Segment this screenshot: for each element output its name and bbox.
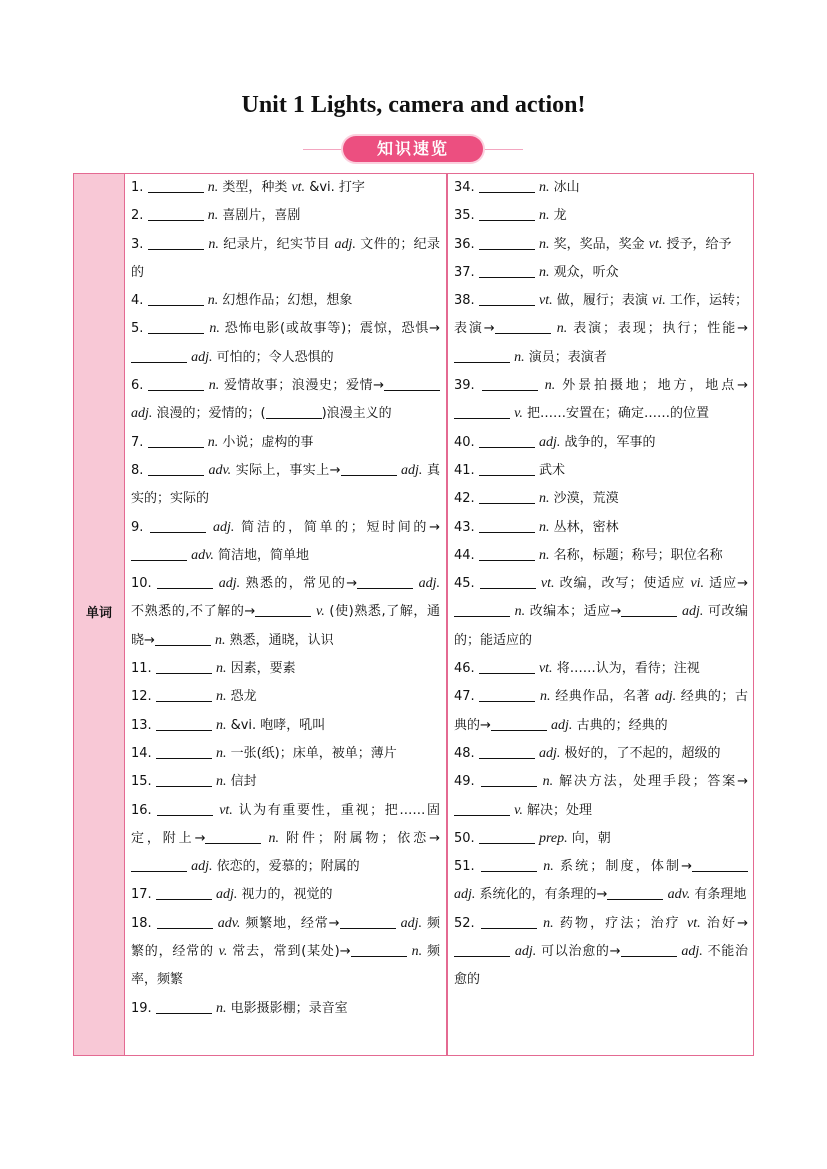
vocab-entry: 47. n. 经典作品，名著 adj. 经典的；古典的→ adj. 古典的；经典的 bbox=[454, 683, 748, 740]
section-banner: 知识速览 bbox=[343, 136, 483, 162]
vocabulary-table bbox=[73, 173, 754, 1056]
banner-line-left bbox=[303, 149, 347, 150]
vocab-entry: 7. n. 小说；虚构的事 bbox=[131, 429, 440, 457]
category-cell bbox=[74, 174, 125, 1055]
vocab-entry: 51. n. 系统；制度，体制→ adj. 系统化的，有条理的→ adv. 有条理地 bbox=[454, 853, 748, 910]
vocab-entry: 11. n. 因素，要素 bbox=[131, 655, 440, 683]
vocab-entry: 14. n. 一张(纸)；床单，被单；薄片 bbox=[131, 740, 440, 768]
vocab-entry: 4. n. 幻想作品；幻想，想象 bbox=[131, 287, 440, 315]
vocab-entry: 13. n. &vi. 咆哮，吼叫 bbox=[131, 712, 440, 740]
vocab-entry: 44. n. 名称，标题；称号；职位名称 bbox=[454, 542, 748, 570]
right-column bbox=[454, 174, 748, 995]
vocab-entry: 37. n. 观众，听众 bbox=[454, 259, 748, 287]
vocab-entry: 3. n. 纪录片，纪实节目 adj. 文件的；纪录的 bbox=[131, 231, 440, 288]
vocab-entry: 43. n. 丛林，密林 bbox=[454, 514, 748, 542]
left-column bbox=[131, 174, 440, 1023]
category-label: 单词 bbox=[85, 606, 112, 621]
vocab-entry: 52. n. 药物，疗法；治疗 vt. 治好→ adj. 可以治愈的→ adj. 不能治愈的 bbox=[454, 910, 748, 995]
vocab-entry: 40. adj. 战争的，军事的 bbox=[454, 429, 748, 457]
vocab-entry: 8. adv. 实际上，事实上→ adj. 真实的；实际的 bbox=[131, 457, 440, 514]
vocab-entry: 15. n. 信封 bbox=[131, 768, 440, 796]
page-title: Unit 1 Lights, camera and action! bbox=[241, 92, 586, 118]
column-divider bbox=[446, 174, 448, 1055]
vocab-entry: 5. n. 恐怖电影(或故事等)；震惊，恐惧→ adj. 可怕的；令人恐惧的 bbox=[131, 315, 440, 372]
vocab-entry: 38. vt. 做，履行；表演 vi. 工作，运转；表演→ n. 表演；表现；执行；性能→ n. 演员；表演者 bbox=[454, 287, 748, 372]
vocab-entry: 10. adj. 熟悉的，常见的→ adj. 不熟悉的,不了解的→ v. (使)熟悉,了解，通晓→ n. 熟悉，通晓，认识 bbox=[131, 570, 440, 655]
vocab-entry: 48. adj. 极好的，了不起的，超级的 bbox=[454, 740, 748, 768]
banner-line-right bbox=[479, 149, 523, 150]
vocab-entry: 46. vt. 将……认为，看待；注视 bbox=[454, 655, 748, 683]
vocab-entry: 41. 武术 bbox=[454, 457, 748, 485]
vocab-entry: 34. n. 冰山 bbox=[454, 174, 748, 202]
vocab-entry: 42. n. 沙漠，荒漠 bbox=[454, 485, 748, 513]
vocab-entry: 35. n. 龙 bbox=[454, 202, 748, 230]
vocab-entry: 16. vt. 认为有重要性，重视；把……固定，附上→ n. 附件；附属物；依恋→ adj. 依恋的，爱慕的；附属的 bbox=[131, 797, 440, 882]
vocab-entry: 1. n. 类型，种类 vt. &vi. 打字 bbox=[131, 174, 440, 202]
vocab-entry: 49. n. 解决方法，处理手段；答案→ v. 解决；处理 bbox=[454, 768, 748, 825]
vocab-entry: 45. vt. 改编，改写；使适应 vi. 适应→ n. 改编本；适应→ adj. 可改编的；能适应的 bbox=[454, 570, 748, 655]
vocab-entry: 18. adv. 频繁地，经常→ adj. 频繁的，经常的 v. 常去，常到(某处)→ n. 频率，频繁 bbox=[131, 910, 440, 995]
vocab-entry: 9. adj. 简洁的，简单的；短时间的→ adv. 简洁地，简单地 bbox=[131, 514, 440, 571]
vocab-entry: 12. n. 恐龙 bbox=[131, 683, 440, 711]
vocab-entry: 19. n. 电影摄影棚；录音室 bbox=[131, 995, 440, 1023]
vocab-entry: 2. n. 喜剧片，喜剧 bbox=[131, 202, 440, 230]
vocab-entry: 36. n. 奖，奖品，奖金 vt. 授予，给予 bbox=[454, 231, 748, 259]
vocab-entry: 50. prep. 向，朝 bbox=[454, 825, 748, 853]
vocab-entry: 17. adj. 视力的，视觉的 bbox=[131, 881, 440, 909]
vocab-entry: 6. n. 爱情故事；浪漫史；爱情→ adj. 浪漫的；爱情的；( )浪漫主义的 bbox=[131, 372, 440, 429]
vocab-entry: 39. n. 外景拍摄地；地方，地点→ v. 把……安置在；确定……的位置 bbox=[454, 372, 748, 429]
